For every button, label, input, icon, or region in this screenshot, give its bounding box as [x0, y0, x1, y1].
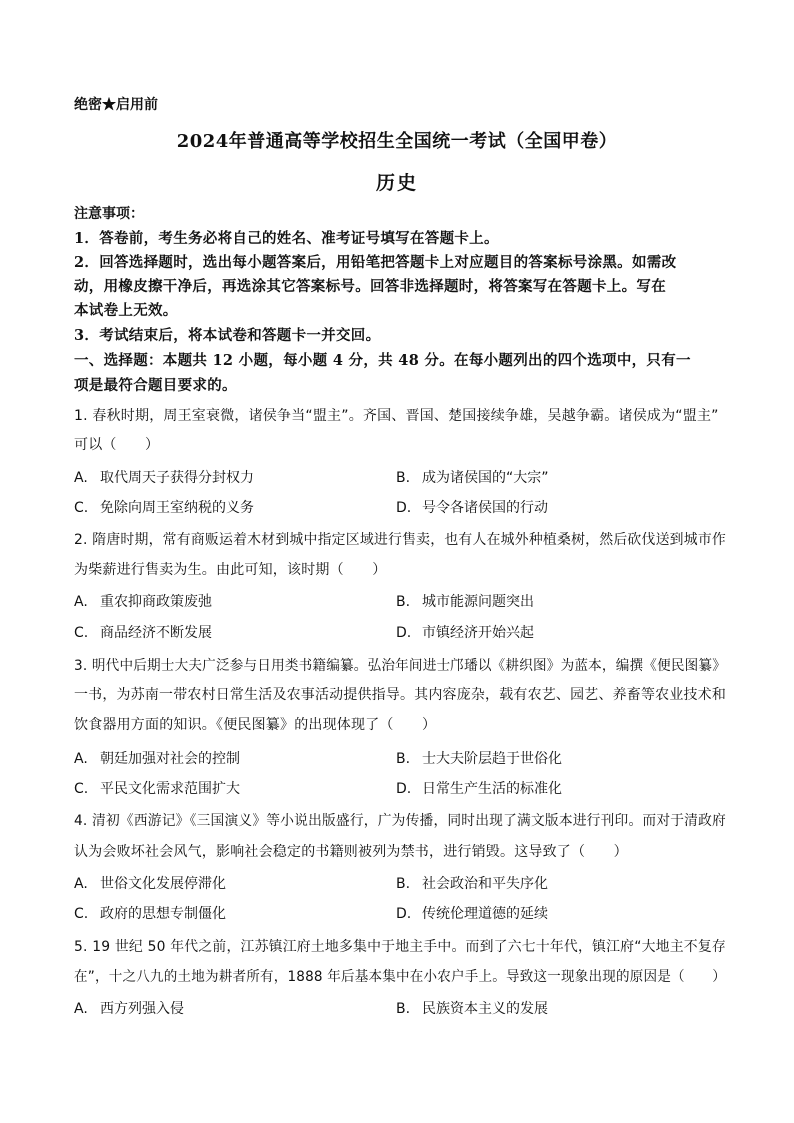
notice-item: 3．考试结束后，将本试卷和答题卡一并交回。	[74, 327, 381, 344]
option-text: 商品经济不断发展	[100, 625, 212, 641]
question-1-option-b	[396, 467, 549, 487]
option-key: C.	[74, 906, 89, 922]
question-3-option-a	[74, 748, 240, 768]
question-1-option-a	[74, 467, 254, 487]
notice-title: 注意事项：	[74, 206, 144, 222]
notice-item: 动，用橡皮擦干净后，再选涂其它答案标号。回答非选择题时，将答案写在答题卡上。写在	[74, 278, 666, 295]
option-key: C.	[74, 781, 89, 797]
question-4-stem: 4. 清初《西游记》《三国演义》等小说出版盛行，广为传播，同时出现了满文版本进行刊印。而对于清政府	[74, 813, 726, 829]
option-key: D.	[396, 500, 412, 516]
notice-item: 本试卷上无效。	[74, 302, 178, 319]
question-4-stem: 认为会败坏社会风气，影响社会稳定的书籍则被列为禁书，进行销毁。这导致了（ ）	[74, 844, 628, 860]
option-key: B.	[396, 751, 411, 767]
option-key: C.	[74, 500, 89, 516]
question-3-option-d	[396, 778, 562, 798]
question-4-option-a	[74, 873, 226, 893]
option-key: A.	[74, 876, 88, 892]
option-text: 民族资本主义的发展	[422, 1001, 548, 1017]
option-key: D.	[396, 906, 412, 922]
question-5-option-a	[74, 998, 184, 1018]
option-text: 世俗文化发展停滞化	[100, 876, 226, 892]
question-3-option-c	[74, 778, 240, 798]
option-text: 市镇经济开始兴起	[422, 625, 534, 641]
section-heading: 项是最符合题目要求的。	[74, 377, 237, 394]
question-1-stem: 可以（ ）	[74, 437, 160, 453]
question-2-option-a	[74, 591, 212, 611]
question-3-stem: 一书，为苏南一带农村日常生活及农事活动提供指导。其内容庞杂，载有农艺、园艺、养畜等农业技术和	[74, 687, 727, 703]
option-text: 取代周天子获得分封权力	[100, 470, 254, 486]
question-1-option-c	[74, 497, 254, 517]
question-5-option-b	[396, 998, 548, 1018]
option-key: D.	[396, 781, 412, 797]
question-2-stem: 为柴薪进行售卖为生。由此可知，该时期（ ）	[74, 562, 387, 578]
question-4-option-b	[396, 873, 548, 893]
option-text: 朝廷加强对社会的控制	[100, 751, 240, 767]
question-3-stem: 3. 明代中后期士大夫广泛参与日用类书籍编纂。弘治年间进士邝璠以《耕织图》为蓝本，编撰《便民图纂》	[74, 658, 726, 674]
option-text: 日常生产生活的标准化	[422, 781, 562, 797]
secret-mark: 绝密★启用前	[74, 97, 158, 113]
option-text: 传统伦理道德的延续	[422, 906, 548, 922]
notice-item: 1．答卷前，考生务必将自己的姓名、准考证号填写在答题卡上。	[74, 230, 499, 247]
option-key: A.	[74, 594, 88, 610]
option-key: B.	[396, 594, 411, 610]
option-key: D.	[396, 625, 412, 641]
exam-title: 2024年普通高等学校招生全国统一考试（全国甲卷）	[176, 131, 618, 152]
question-3-option-b	[396, 748, 562, 768]
question-4-option-c	[74, 903, 226, 923]
option-text: 重农抑商政策废弛	[100, 594, 212, 610]
option-key: A.	[74, 751, 88, 767]
option-text: 成为诸侯国的“大宗”	[422, 470, 549, 486]
subject-title: 历史	[375, 172, 418, 194]
question-5-stem: 在”，十之八九的土地为耕者所有，1888 年后基本集中在小农户手上。导致这一现象出现的原因是（ ）	[74, 969, 726, 985]
question-3-stem: 饮食器用方面的知识。《便民图纂》的出现体现了（ ）	[74, 717, 437, 733]
question-2-option-d	[396, 622, 534, 642]
option-key: B.	[396, 470, 411, 486]
option-text: 免除向周王室纳税的义务	[100, 500, 254, 516]
question-2-option-b	[396, 591, 534, 611]
question-1-option-d	[396, 497, 548, 517]
option-key: B.	[396, 876, 411, 892]
option-key: B.	[396, 1001, 411, 1017]
question-4-option-d	[396, 903, 548, 923]
option-text: 城市能源问题突出	[422, 594, 534, 610]
section-heading: 一、选择题：本题共 12 小题，每小题 4 分，共 48 分。在每小题列出的四个选项中，只有一	[74, 352, 691, 369]
option-key: C.	[74, 625, 89, 641]
option-text: 政府的思想专制僵化	[100, 906, 226, 922]
question-5-stem: 5. 19 世纪 50 年代之前，江苏镇江府土地多集中于地主手中。而到了六七十年代，镇江府“大地主不复存	[74, 939, 726, 955]
option-text: 平民文化需求范围扩大	[100, 781, 240, 797]
option-key: A.	[74, 470, 88, 486]
option-text: 西方列强入侵	[100, 1001, 184, 1017]
option-text: 社会政治和平失序化	[422, 876, 548, 892]
option-text: 号令各诸侯国的行动	[422, 500, 548, 516]
question-2-option-c	[74, 622, 212, 642]
question-1-stem: 1. 春秋时期，周王室衰微，诸侯争当“盟主”。齐国、晋国、楚国接续争雄，吴越争霸。诸侯成为“盟主”	[74, 408, 719, 424]
option-key: A.	[74, 1001, 88, 1017]
option-text: 士大夫阶层趋于世俗化	[422, 751, 562, 767]
notice-item: 2．回答选择题时，选出每小题答案后，用铅笔把答题卡上对应题目的答案标号涂黑。如需改	[74, 254, 677, 271]
question-2-stem: 2. 隋唐时期，常有商贩运着木材到城中指定区域进行售卖，也有人在城外种植桑树，然后砍伐送到城市作	[74, 532, 727, 548]
